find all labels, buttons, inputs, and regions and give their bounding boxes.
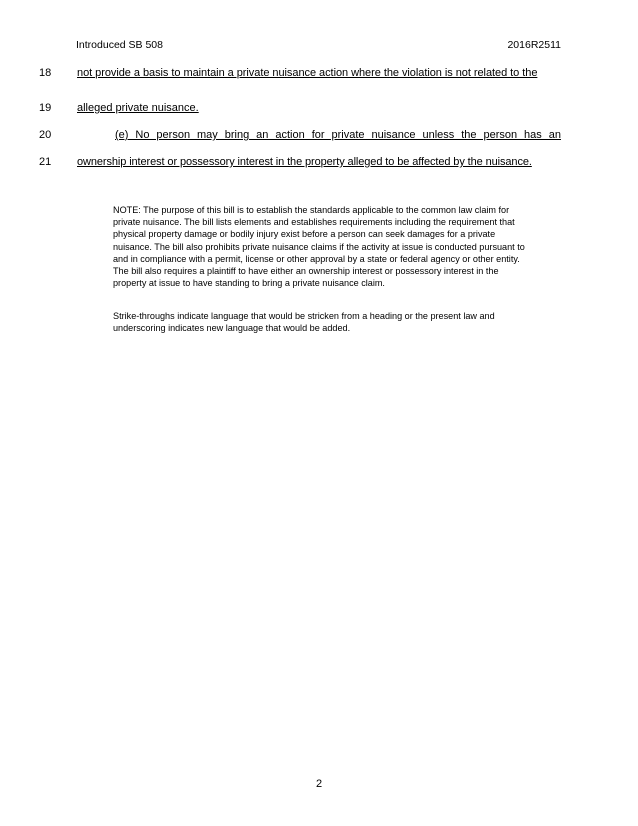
bill-line: not provide a basis to maintain a private nuisance action where the violation is not related to the xyxy=(77,67,538,79)
line-number: 19 xyxy=(39,102,52,114)
line-number: 18 xyxy=(39,67,52,79)
bill-label: Introduced SB 508 xyxy=(76,39,163,51)
line-number: 20 xyxy=(39,129,52,141)
note-paragraph: Strike-throughs indicate language that would be stricken from a heading or the present law and underscoring indicates new language that would be added. xyxy=(113,311,495,334)
page-number: 2 xyxy=(315,778,323,790)
note-paragraph: NOTE: The purpose of this bill is to establish the standards applicable to the common law claim for private nuisance. The bill lists elements and establishes requirements including the requirement that physical property damage or bodily injury exist before a person can seek damages for a private nuisance. The bill also prohibits private nuisance claims if the activity at issue is conducted pursuant to and in compliance with a permit, license or other approval by a state or federal agency or other entity. The bill also requires a plaintiff to have either an ownership interest or possessory interest in the property at issue to have standing to bring a private nuisance claim. xyxy=(113,205,525,289)
bill-code: 2016R2511 xyxy=(507,39,561,51)
line-number: 21 xyxy=(39,156,52,168)
bill-line: (e) No person may bring an action for private nuisance unless the person has an xyxy=(115,129,561,141)
bill-line: alleged private nuisance. xyxy=(77,102,199,114)
bill-line: ownership interest or possessory interest in the property alleged to be affected by the nuisance. xyxy=(77,156,532,168)
